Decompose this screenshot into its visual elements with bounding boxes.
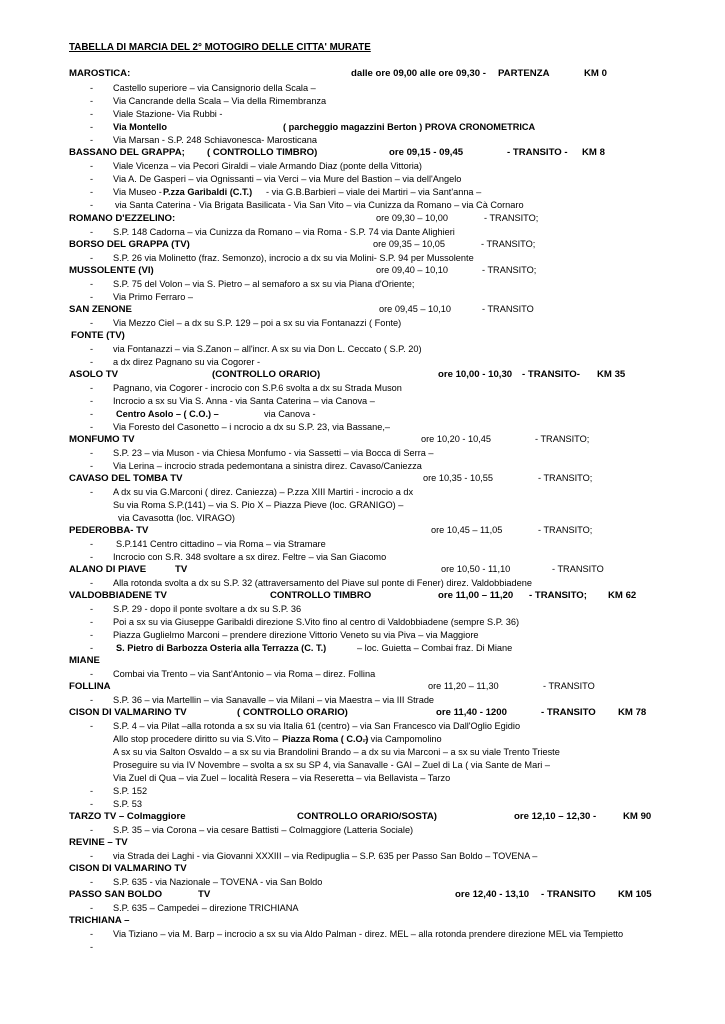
line-l45: S.P. 635 – Campedei – direzione TRICHIANA (113, 903, 299, 913)
line-l18: Incrocio a sx su Via S. Anna - via Santa Caterina – via Canova – (113, 396, 375, 406)
line-alano-tv: TV (175, 564, 188, 575)
bullet-marker: - (90, 630, 94, 640)
line-borso-time: ore 09,35 – 10,05 (373, 239, 446, 249)
line-mussolente-status: - TRANSITO; (482, 265, 537, 275)
line-l23: A dx su via G.Marconi ( direz. Caniezza) – P.zza XIII Martiri - incrocio a dx (113, 487, 414, 497)
line-l20: Via Foresto del Casonetto – i ncrocio a dx su S.P. 23, via Bassane,– (113, 422, 390, 432)
bullet-marker: - (90, 161, 94, 171)
line-l19a: Centro Asolo – ( C.O.) – (116, 409, 219, 419)
line-cavaso-time: ore 10,35 - 10,55 (423, 473, 493, 483)
bullet-marker: - (90, 487, 94, 497)
line-miane-head: MIANE (69, 655, 100, 666)
bullet-marker: - (90, 617, 94, 627)
line-pederobba-time: ore 10,45 – 11,05 (431, 525, 503, 535)
bullet-marker: - (90, 695, 94, 705)
line-passo-time: ore 12,40 - 13,10 (455, 889, 530, 900)
line-l15: via Fontanazzi – via S.Zanon – all'incr. A sx su via Don L. Ceccato ( S.P. 20) (113, 344, 422, 354)
bullet-marker: - (90, 539, 94, 549)
line-romano-head: ROMANO D'EZZELINO: (69, 213, 176, 224)
line-l9: via Santa Caterina - Via Brigata Basilicata - Via San Vito – via Cunizza da Romano – via Cà Cornaro (115, 200, 524, 210)
line-l34: S.P. 36 – via Martellin – via Sanavalle – via Milani – via Maestra – via III Strade (113, 695, 435, 705)
bullet-marker: - (90, 109, 94, 119)
line-l35: S.P. 4 – via Pilat –alla rotonda a sx su via Italia 61 (centro) – via San Francesco via Dall'Oglio Egidio (113, 721, 521, 731)
line-passo-status: - TRANSITO (541, 889, 596, 900)
bullet-marker: - (90, 227, 94, 237)
bullet-marker: - (90, 929, 94, 939)
line-l6: Viale Vicenza – via Pecori Giraldi – viale Armando Diaz (ponte della Vittoria) (113, 161, 422, 171)
line-l46: Via Tiziano – via M. Barp – incrocio a sx su via Aldo Palman - direz. MEL – alla rotonda prendere direzione MEL via Tempietto (113, 929, 624, 939)
line-l33: Combai via Trento – via Sant'Antonio – via Roma – direz. Follina (113, 669, 376, 679)
bullet-marker: - (90, 604, 94, 614)
bullet-marker: - (90, 279, 94, 289)
line-l26: S.P.141 Centro cittadino – via Roma – via Stramare (116, 539, 326, 549)
bullet-marker: - (90, 292, 94, 302)
line-l3: Viale Stazione- Via Rubbi - (113, 109, 223, 119)
line-l8a: Via Museo - (113, 187, 162, 197)
line-monfumo-status: - TRANSITO; (535, 434, 590, 444)
line-l17: Pagnano, via Cogorer - incrocio con S.P.6 svolta a dx su Strada Muson (113, 383, 402, 393)
line-passo-km: KM 105 (618, 889, 652, 900)
bullet-marker: - (90, 721, 94, 731)
line-l12: S.P. 75 del Volon – via S. Pietro – al semaforo a sx su via Piana d'Oriente; (113, 279, 415, 289)
bullet-marker: - (90, 799, 94, 809)
line-l7: Via A. De Gasperi – via Ognissanti – via Verci – via Mure del Bastion – via dell'Angelo (113, 174, 462, 184)
line-tarzo-time: ore 12,10 – 12,30 - (514, 811, 597, 822)
line-cison-time: ore 11,40 - 1200 (436, 707, 507, 718)
bullet-marker: - (90, 786, 94, 796)
line-valdo-head: VALDOBBIADENE TV (69, 590, 167, 601)
bullet-marker: - (90, 409, 94, 419)
line-valdo-status: - TRANSITO; (529, 590, 587, 601)
line-pederobba-status: - TRANSITO; (538, 525, 593, 535)
bullet-marker: - (90, 461, 94, 471)
line-l14: Via Mezzo Ciel – a dx su S.P. 129 – poi a sx su via Fontanazzi ( Fonte) (113, 318, 402, 328)
bullet-marker: - (90, 357, 94, 367)
line-l22: Via Lerina – incrocio strada pedemontana a sinistra direz. Cavaso/Caniezza (113, 461, 422, 471)
line-asolo-ctrl: (CONTROLLO ORARIO) (212, 369, 321, 380)
line-alano-status: - TRANSITO (552, 564, 604, 574)
line-l11: S.P. 26 via Molinetto (fraz. Semonzo), incrocio a dx su via Molini- S.P. 94 per Mussolente (113, 253, 474, 263)
line-l1: Castello superiore – via Cansignorio della Scala – (113, 83, 316, 93)
line-l2: Via Cancrande della Scala – Via della Rimembranza (113, 96, 327, 106)
line-follina-head: FOLLINA (69, 681, 111, 692)
line-l32a: S. Pietro di Barbozza Osteria alla Terrazza (C. T.) (116, 643, 327, 653)
bullet-marker: - (90, 187, 94, 197)
line-l16: a dx direz Pagnano su via Cogorer - (113, 357, 261, 367)
line-cison-km: KM 78 (618, 707, 647, 718)
line-tarzo-ctrl: CONTROLLO ORARIO/SOSTA) (297, 811, 437, 822)
line-bassano-km: KM 8 (582, 147, 605, 158)
line-valdo-ctrl: CONTROLLO TIMBRO (270, 590, 372, 601)
line-bassano-status: - TRANSITO - (507, 147, 568, 158)
line-romano-time: ore 09,30 – 10,00 (376, 213, 449, 223)
line-alano-head: ALANO DI PIAVE (69, 564, 147, 575)
bullet-marker: - (90, 825, 94, 835)
bullet-marker: - (90, 174, 94, 184)
line-l25: via Cavasotta (loc. VIRAGO) (118, 513, 235, 523)
line-l31: Piazza Guglielmo Marconi – prendere direzione Vittorio Veneto su via Piva – via Maggiore (113, 630, 479, 640)
line-bassano-head: BASSANO DEL GRAPPA; (69, 147, 185, 158)
bullet-marker: - (90, 643, 94, 653)
line-l32b: – loc. Guietta – Combai fraz. Di Miane (357, 643, 513, 653)
line-l24: Su via Roma S.P.(141) – via S. Pio X – Piazza Pieve (loc. GRANIGO) – (113, 500, 404, 510)
line-marostica-km: KM 0 (584, 68, 607, 79)
line-bassano-time: ore 09,15 - 09,45 (389, 147, 464, 158)
bullet-marker: - (90, 851, 94, 861)
bullet-marker: - (90, 200, 94, 210)
line-monfumo-head: MONFUMO TV (69, 434, 135, 445)
line-trichiana-head: TRICHIANA – (69, 915, 130, 926)
line-l40: S.P. 152 (113, 786, 148, 796)
line-tarzo-head: TARZO TV – Colmaggiore (69, 811, 186, 822)
line-l5: Via Marsan - S.P. 248 Schiavonesca- Marosticana (113, 135, 317, 145)
line-l42: S.P. 35 – via Corona – via cesare Battisti – Colmaggiore (Latteria Sociale) (113, 825, 414, 835)
line-l13: Via Primo Ferraro – (113, 292, 193, 302)
line-l8c: - via G.B.Barbieri – viale dei Martiri – via Sant'anna – (266, 187, 482, 197)
bullet-marker: - (90, 903, 94, 913)
line-valdo-time: ore 11,00 – 11,20 (438, 590, 514, 601)
line-l19b: via Canova - (264, 409, 316, 419)
line-marostica-time: dalle ore 09,00 alle ore 09,30 - (351, 68, 486, 79)
line-follina-time: ore 11,20 – 11,30 (428, 681, 499, 691)
bullet-marker: - (90, 122, 94, 132)
bullet-marker: - (90, 96, 94, 106)
bullet-marker: - (90, 318, 94, 328)
line-l21: S.P. 23 – via Muson - via Chiesa Monfumo - via Sassetti – via Bocca di Serra – (113, 448, 434, 458)
bullet-marker: - (90, 422, 94, 432)
line-zenone-status: - TRANSITO (482, 304, 534, 314)
line-asolo-status: - TRANSITO- (522, 369, 580, 380)
bullet-marker: - (90, 135, 94, 145)
line-mussolente-time: ore 09,40 – 10,10 (376, 265, 449, 275)
bullet-marker: - (90, 877, 94, 887)
line-cison-ctrl: ( CONTROLLO ORARIO) (237, 707, 348, 718)
line-bassano-ctrl: ( CONTROLLO TIMBRO) (207, 147, 318, 158)
line-zenone-head: SAN ZENONE (69, 304, 132, 315)
bullet-marker: - (90, 578, 94, 588)
line-l30: Poi a sx su via Giuseppe Garibaldi direzione S.Vito fino al centro di Valdobbiadene (sempre S.P. 36) (113, 617, 520, 627)
bullet-marker: - (90, 344, 94, 354)
bullet-marker: - (90, 383, 94, 393)
line-l38: Proseguire su via IV Novembre – svolta a sx su SP 4, via Sanavalle - GAI – Zuel di La ( via Sante de Mari – (113, 760, 550, 770)
line-alano-time: ore 10,50 - 11,10 (441, 564, 511, 574)
line-cavaso-status: - TRANSITO; (538, 473, 593, 483)
line-revine-head: REVINE – TV (69, 837, 128, 848)
line-l37: A sx su via Salton Osvaldo – a sx su via Brandolini Brando – a dx su via Marconi – a sx su viale Trento Trieste (113, 747, 560, 757)
line-l27: Incrocio con S.R. 348 svoltare a sx direz. Feltre – via San Giacomo (113, 552, 387, 562)
line-asolo-km: KM 35 (597, 369, 626, 380)
bullet-marker: - (90, 942, 94, 952)
line-marostica-head: MAROSTICA: (69, 68, 131, 79)
line-l4a: Via Montello (113, 122, 167, 132)
line-asolo-head: ASOLO TV (69, 369, 119, 380)
line-passo-tv: TV (198, 889, 211, 900)
line-borso-status: - TRANSITO; (481, 239, 536, 249)
line-l10: S.P. 148 Cadorna – via Cunizza da Romano – via Roma - S.P. 74 via Dante Alighieri (113, 227, 455, 237)
bullet-marker: - (90, 396, 94, 406)
line-l36a: Allo stop procedere diritto su via S.Vito – (113, 734, 279, 744)
line-romano-status: - TRANSITO; (484, 213, 539, 223)
line-zenone-time: ore 09,45 – 10,10 (379, 304, 452, 314)
line-marostica-status: PARTENZA (498, 68, 550, 79)
line-tarzo-km: KM 90 (623, 811, 652, 822)
line-pederobba-head: PEDEROBBA- TV (69, 525, 149, 536)
line-follina-status: - TRANSITO (543, 681, 595, 691)
bullet-marker: - (90, 669, 94, 679)
line-mussolente-head: MUSSOLENTE (VI) (69, 265, 154, 276)
line-fonte-head: FONTE (TV) (71, 330, 125, 341)
line-l36b: Piazza Roma ( C.O.) (282, 734, 369, 744)
line-valdo-km: KM 62 (608, 590, 637, 601)
line-passo-head: PASSO SAN BOLDO (69, 889, 163, 900)
bullet-marker: - (90, 83, 94, 93)
bullet-marker: - (90, 552, 94, 562)
line-l44: S.P. 635 - via Nazionale – TOVENA - via San Boldo (113, 877, 323, 887)
line-cison2-head: CISON DI VALMARINO TV (69, 863, 187, 874)
line-l41: S.P. 53 (113, 799, 142, 809)
line-l36c: – via Campomolino (363, 734, 442, 744)
line-cavaso-head: CAVASO DEL TOMBA TV (69, 473, 183, 484)
line-asolo-time: ore 10,00 - 10,30 (438, 369, 513, 380)
line-l43: via Strada dei Laghi - via Giovanni XXXIII – via Redipuglia – S.P. 635 per Passo San Boldo – TOVENA – (113, 851, 538, 861)
line-l28: Alla rotonda svolta a dx su S.P. 32 (attraversamento del Piave sul ponte di Fener) direz. Valdobbiadene (113, 578, 532, 588)
bullet-marker: - (90, 448, 94, 458)
line-l39: Via Zuel di Qua – via Zuel – località Resera – via Reseretta – via Bellavista – Tarzo (113, 773, 451, 783)
line-cison-head: CISON DI VALMARINO TV (69, 707, 187, 718)
line-cison-status: - TRANSITO (541, 707, 596, 718)
line-monfumo-time: ore 10,20 - 10,45 (421, 434, 491, 444)
line-l8b: P.zza Garibaldi (C.T.) (163, 187, 253, 197)
line-l29: S.P. 29 - dopo il ponte svoltare a dx su S.P. 36 (113, 604, 302, 614)
line-l4b: ( parcheggio magazzini Berton ) PROVA CRONOMETRICA (283, 122, 536, 132)
bullet-marker: - (90, 253, 94, 263)
line-borso-head: BORSO DEL GRAPPA (TV) (69, 239, 190, 250)
page-title: TABELLA DI MARCIA DEL 2° MOTOGIRO DELLE CITTA' MURATE (69, 42, 371, 53)
